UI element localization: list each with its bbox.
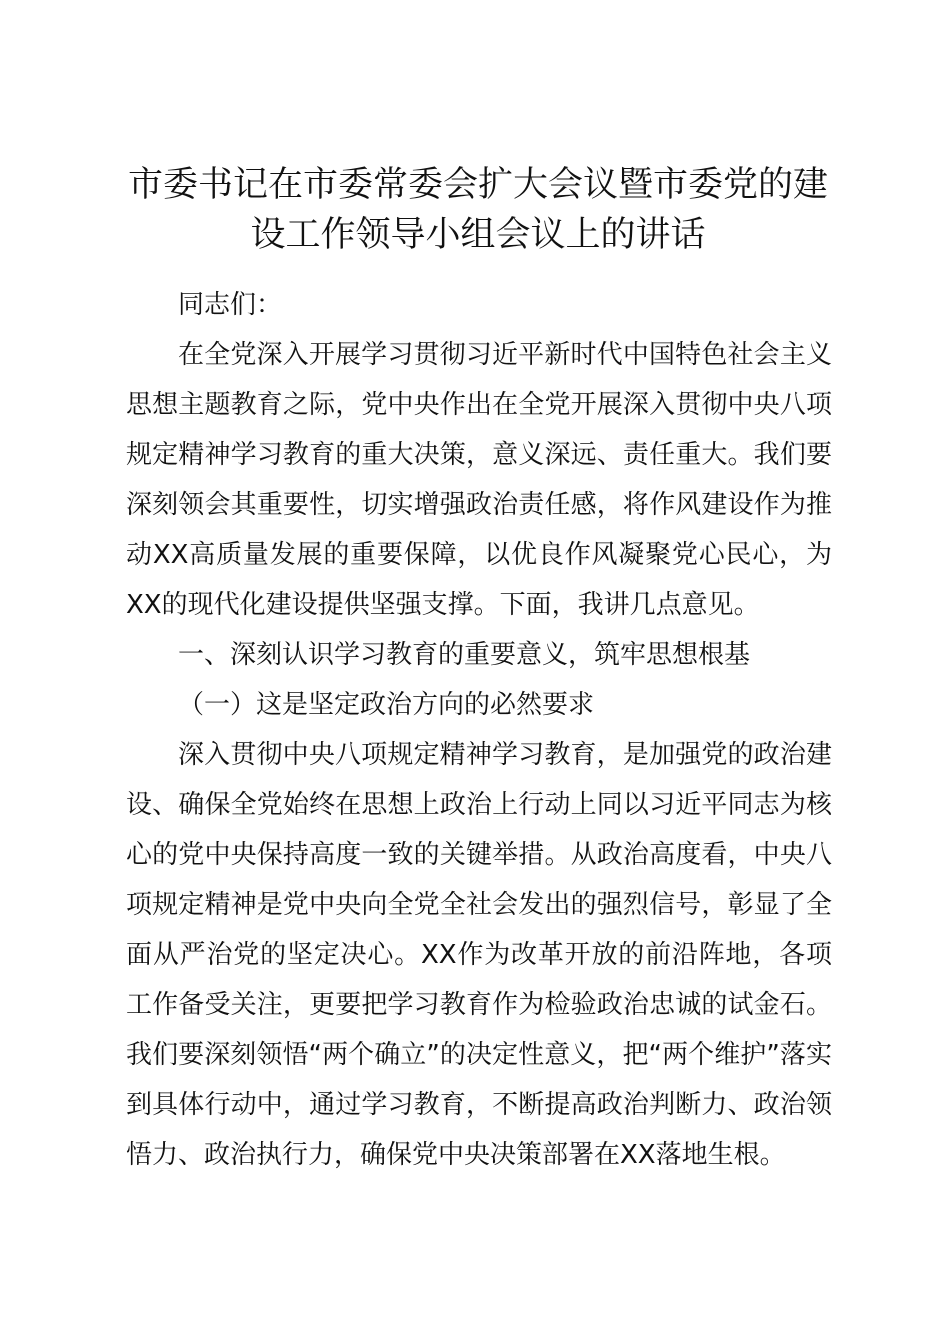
paragraph-intro: 在全党深入开展学习贯彻习近平新时代中国特色社会主义思想主题教育之际，党中央作出在全党开展深入贯彻中央八项规定精神学习教育的重大决策，意义深远、责任重大。我们要深刻领会其重要性，切实增强政治责任感，将作风建设作为推动XX高质量发展的重要保障，以优良作风凝聚党心民心，为XX的现代化建设提供坚强支撑。下面，我讲几点意见。: [126, 340, 832, 620]
section-heading: 一、深刻认识学习教育的重要意义，筑牢思想根基: [178, 640, 751, 670]
paragraph-body: 深入贯彻中央八项规定精神学习教育，是加强党的政治建设、确保全党始终在思想上政治上行动上同以习近平同志为核心的党中央保持高度一致的关键举措。从政治高度看，中央八项规定精神是党中央向全党全社会发出的强烈信号，彰显了全面从严治党的坚定决心。XX作为改革开放的前沿阵地，各项工作备受关注，更要把学习教育作为检验政治忠诚的试金石。我们要深刻领悟“两个确立”的决定性意义，把“两个维护”落实到具体行动中，通过学习教育，不断提高政治判断力、政治领悟力、政治执行力，确保党中央决策部署在XX落地生根。: [126, 740, 832, 1170]
document-body: [126, 280, 832, 1180]
document-title: 市委书记在市委常委会扩大会议暨市委党的建设工作领导小组会议上的讲话: [127, 165, 828, 255]
subsection-heading: （一）这是坚定政治方向的必然要求: [178, 690, 595, 720]
salutation: 同志们：: [178, 290, 283, 320]
